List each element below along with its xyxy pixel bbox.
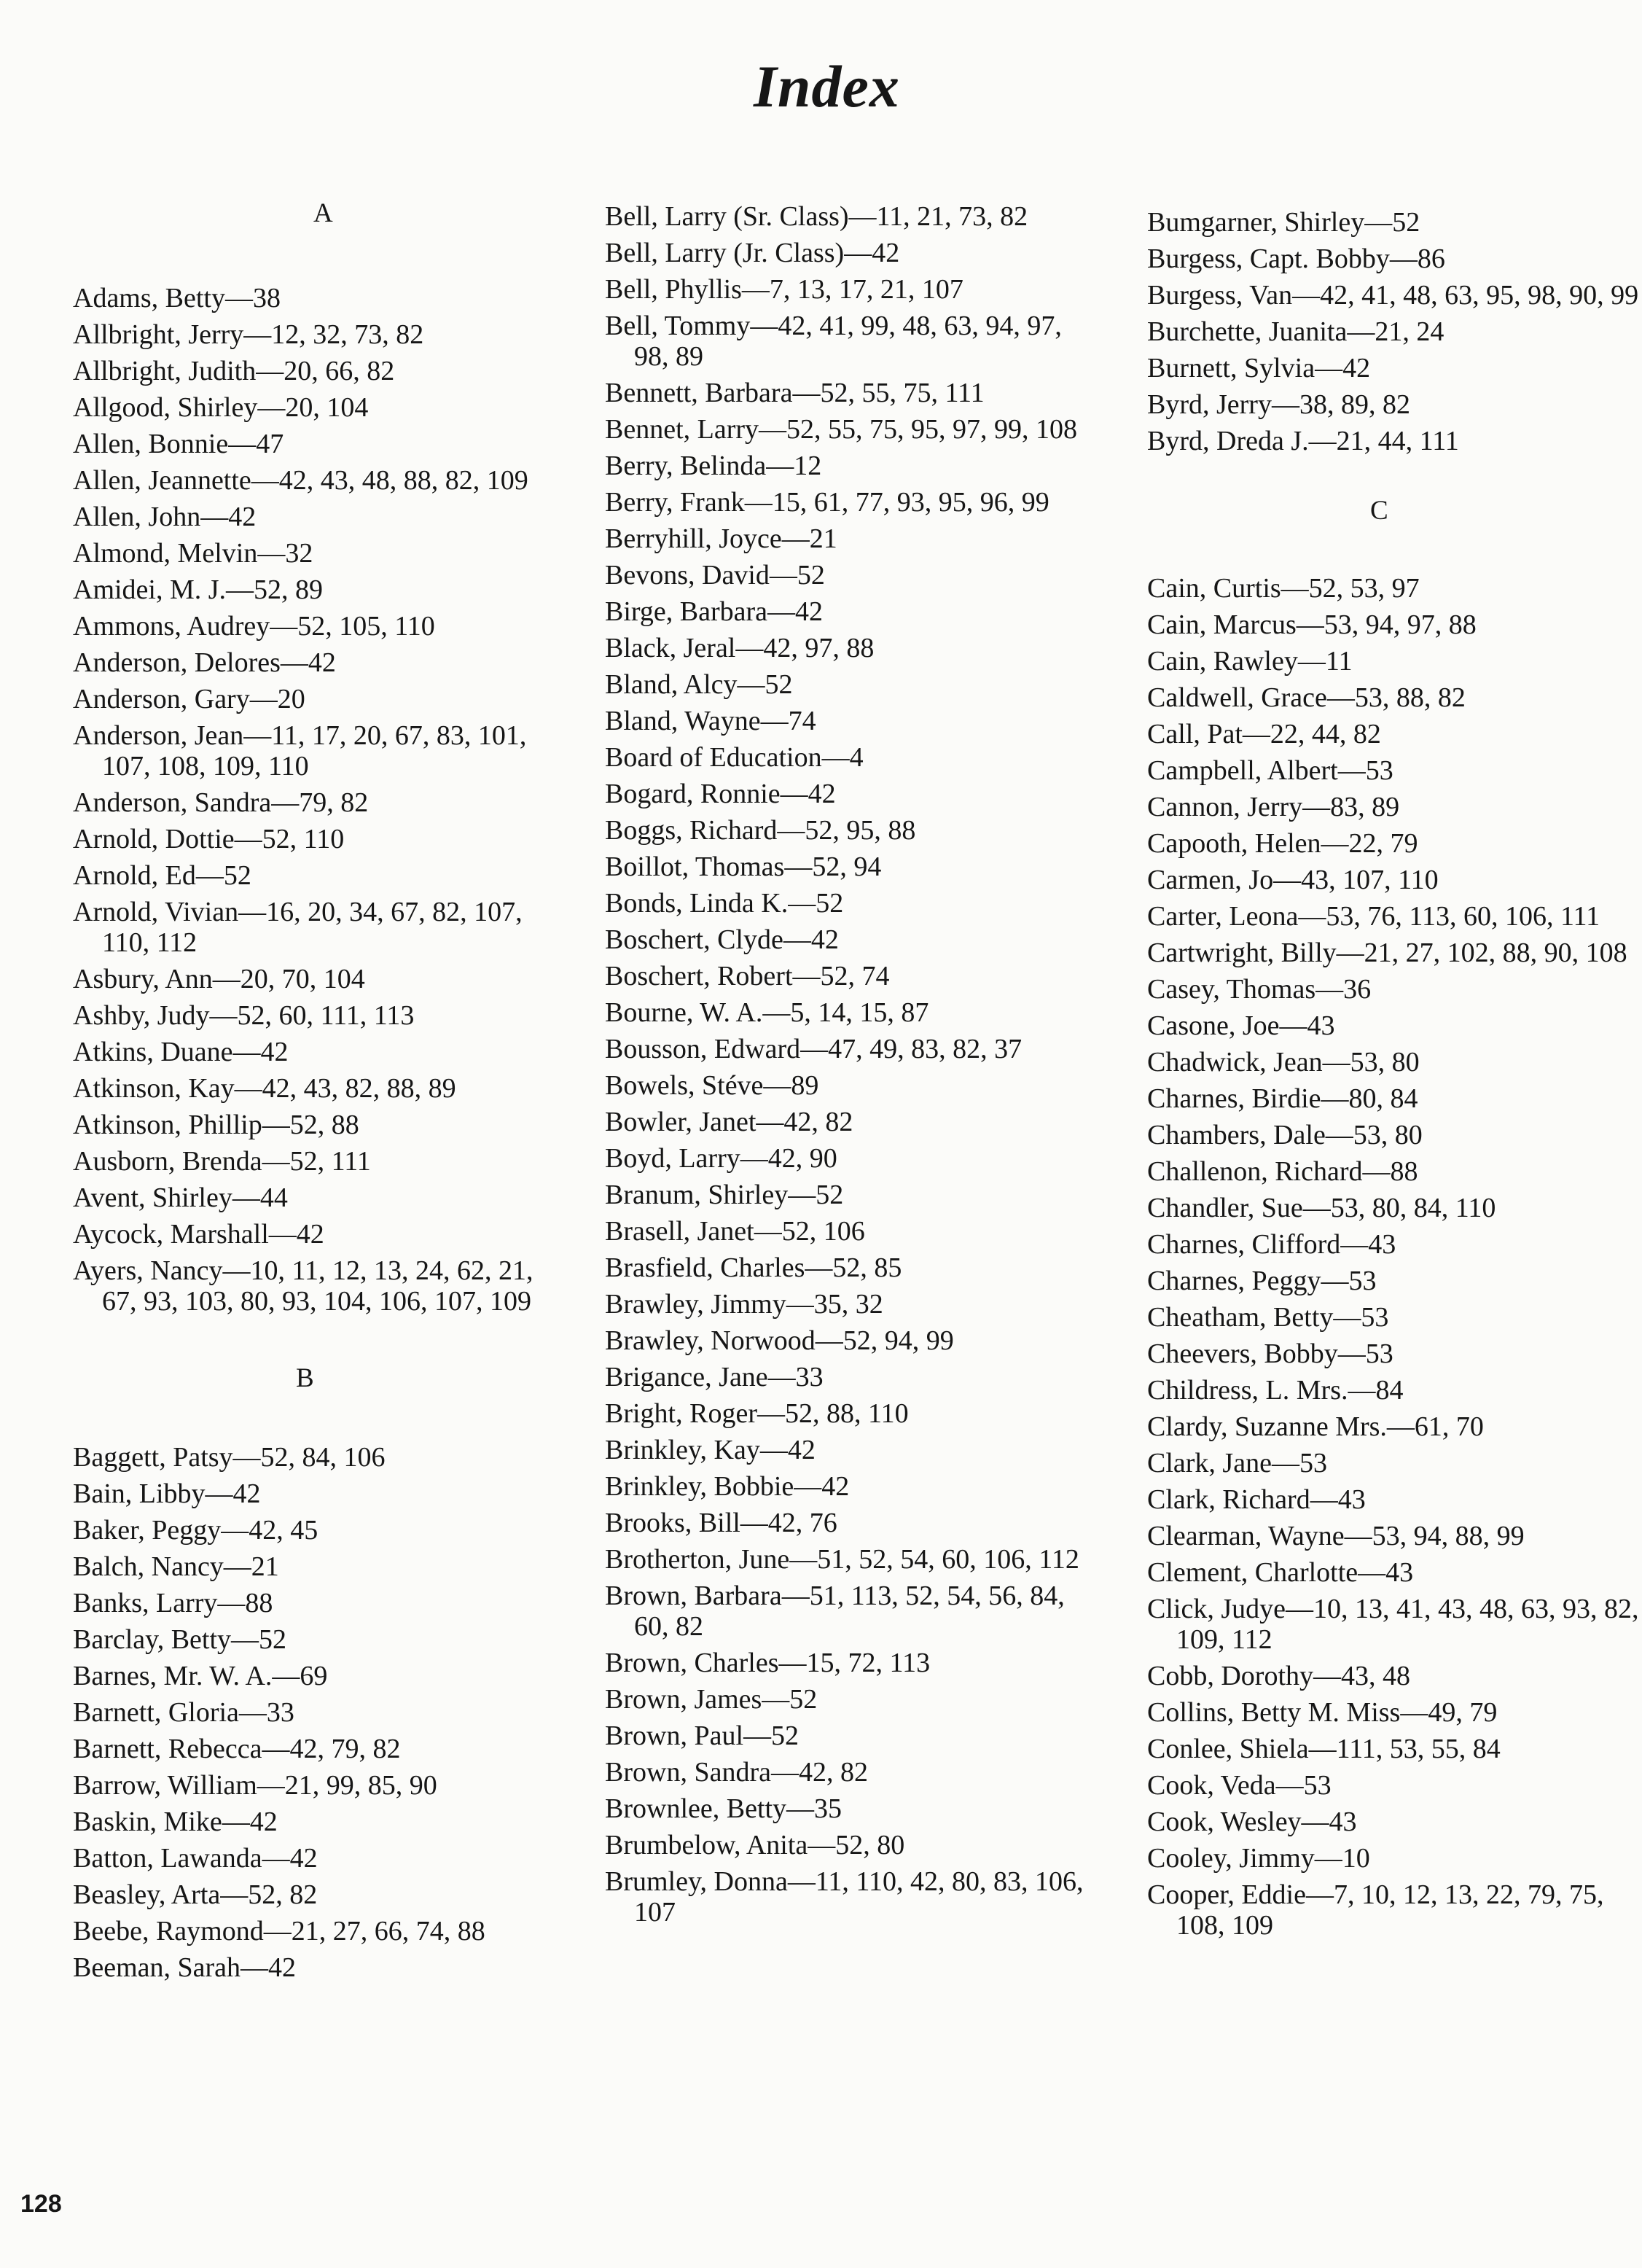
index-entry: Avent, Shirley—44 <box>73 1182 288 1213</box>
index-entry: Brumley, Donna—11, 110, 42, 80, 83, 106, 107 <box>605 1866 1084 1928</box>
index-entry: Ayers, Nancy—10, 11, 12, 13, 24, 62, 21, 67, 93, 103, 80, 93, 104, 106, 107, 109 <box>73 1255 533 1317</box>
index-entry: Carter, Leona—53, 76, 113, 60, 106, 111 <box>1147 901 1600 932</box>
index-entry: Burchette, Juanita—21, 24 <box>1147 316 1444 347</box>
index-entry: Byrd, Jerry—38, 89, 82 <box>1147 389 1410 420</box>
index-entry: Bourne, W. A.—5, 14, 15, 87 <box>605 997 929 1028</box>
index-entry: Baskin, Mike—42 <box>73 1807 278 1837</box>
index-entry: Adams, Betty—38 <box>73 283 281 313</box>
index-entry: Burnett, Sylvia—42 <box>1147 353 1371 383</box>
index-entry: Barnett, Rebecca—42, 79, 82 <box>73 1734 401 1764</box>
index-entry: Call, Pat—22, 44, 82 <box>1147 719 1381 749</box>
index-entry: Almond, Melvin—32 <box>73 538 313 569</box>
index-entry: Amidei, M. J.—52, 89 <box>73 574 324 605</box>
index-entry: Atkinson, Kay—42, 43, 82, 88, 89 <box>73 1073 456 1104</box>
index-entry: Bevons, David—52 <box>605 560 825 591</box>
index-entry: Bogard, Ronnie—42 <box>605 779 836 809</box>
index-entry: Allen, Jeannette—42, 43, 48, 88, 82, 109 <box>73 465 528 496</box>
index-entry: Bowels, Stéve—89 <box>605 1070 819 1101</box>
index-entry: Bennett, Barbara—52, 55, 75, 111 <box>605 378 985 408</box>
index-entry: Charnes, Peggy—53 <box>1147 1266 1377 1296</box>
index-entry: Baker, Peggy—42, 45 <box>73 1515 318 1546</box>
index-entry: Birge, Barbara—42 <box>605 596 823 627</box>
index-entry: Allen, John—42 <box>73 502 257 532</box>
page-title: Index <box>754 53 900 120</box>
index-entry: Clark, Richard—43 <box>1147 1484 1366 1515</box>
index-entry: Chambers, Dale—53, 80 <box>1147 1120 1423 1150</box>
index-entry: Atkins, Duane—42 <box>73 1037 289 1067</box>
index-entry: Allbright, Jerry—12, 32, 73, 82 <box>73 319 424 350</box>
index-entry: Burgess, Van—42, 41, 48, 63, 95, 98, 90, 99 <box>1147 280 1639 311</box>
index-entry: Beasley, Arta—52, 82 <box>73 1879 318 1910</box>
index-entry: Cannon, Jerry—83, 89 <box>1147 792 1400 822</box>
index-entry: Ashby, Judy—52, 60, 111, 113 <box>73 1000 415 1031</box>
index-entry: Bell, Larry (Sr. Class)—11, 21, 73, 82 <box>605 201 1028 232</box>
index-entry: Allbright, Judith—20, 66, 82 <box>73 356 395 386</box>
index-entry: Bennet, Larry—52, 55, 75, 95, 97, 99, 108 <box>605 414 1078 445</box>
index-entry: Campbell, Albert—53 <box>1147 755 1393 786</box>
index-entry: Cook, Wesley—43 <box>1147 1807 1357 1837</box>
index-entry: Anderson, Delores—42 <box>73 647 336 678</box>
index-entry: Casey, Thomas—36 <box>1147 974 1372 1005</box>
index-entry: Boggs, Richard—52, 95, 88 <box>605 815 916 846</box>
index-entry: Bonds, Linda K.—52 <box>605 888 844 919</box>
index-entry: Branum, Shirley—52 <box>605 1180 844 1210</box>
index-entry: Brown, Sandra—42, 82 <box>605 1757 868 1788</box>
index-entry: Bright, Roger—52, 88, 110 <box>605 1398 909 1429</box>
index-entry: Asbury, Ann—20, 70, 104 <box>73 964 365 994</box>
index-entry: Aycock, Marshall—42 <box>73 1219 324 1250</box>
index-entry: Casone, Joe—43 <box>1147 1010 1335 1041</box>
index-column-3 <box>1147 207 1642 1946</box>
index-entry: Cartwright, Billy—21, 27, 102, 88, 90, 108 <box>1147 938 1627 968</box>
index-entry: Boschert, Clyde—42 <box>605 924 839 955</box>
index-entry: Challenon, Richard—88 <box>1147 1156 1418 1187</box>
index-entry: Allgood, Shirley—20, 104 <box>73 392 369 423</box>
section-a-entries <box>73 283 568 1317</box>
index-entry: Cook, Veda—53 <box>1147 1770 1332 1801</box>
index-entry: Brown, Barbara—51, 113, 52, 54, 56, 84, 60, 82 <box>605 1581 1065 1642</box>
index-entry: Berry, Belinda—12 <box>605 451 822 481</box>
index-entry: Brown, Charles—15, 72, 113 <box>605 1648 931 1678</box>
section-b-continued-entries <box>605 201 1100 1928</box>
index-entry: Conlee, Shiela—111, 53, 55, 84 <box>1147 1734 1501 1764</box>
index-entry: Brinkley, Kay—42 <box>605 1435 816 1465</box>
index-entry: Brownlee, Betty—35 <box>605 1793 842 1824</box>
index-entry: Bell, Larry (Jr. Class)—42 <box>605 238 900 268</box>
index-entry: Byrd, Dreda J.—21, 44, 111 <box>1147 426 1459 456</box>
index-entry: Cheevers, Bobby—53 <box>1147 1338 1393 1369</box>
index-entry: Clark, Jane—53 <box>1147 1448 1327 1478</box>
index-entry: Berryhill, Joyce—21 <box>605 523 837 554</box>
index-entry: Ausborn, Brenda—52, 111 <box>73 1146 371 1177</box>
index-entry: Brooks, Bill—42, 76 <box>605 1508 837 1538</box>
index-entry: Brasfield, Charles—52, 85 <box>605 1252 902 1283</box>
index-entry: Burgess, Capt. Bobby—86 <box>1147 243 1445 274</box>
index-entry: Caldwell, Grace—53, 88, 82 <box>1147 682 1466 713</box>
index-entry: Bowler, Janet—42, 82 <box>605 1107 853 1137</box>
index-entry: Brinkley, Bobbie—42 <box>605 1471 850 1502</box>
index-entry: Anderson, Sandra—79, 82 <box>73 787 369 818</box>
index-entry: Cain, Curtis—52, 53, 97 <box>1147 573 1420 604</box>
index-entry: Bumgarner, Shirley—52 <box>1147 207 1420 238</box>
index-entry: Bell, Tommy—42, 41, 99, 48, 63, 94, 97, 98, 89 <box>605 311 1062 372</box>
page-number: 128 <box>20 2190 62 2218</box>
index-entry: Bland, Wayne—74 <box>605 706 816 736</box>
index-entry: Chandler, Sue—53, 80, 84, 110 <box>1147 1193 1496 1223</box>
index-entry: Board of Education—4 <box>605 742 864 773</box>
index-entry: Brumbelow, Anita—52, 80 <box>605 1830 905 1860</box>
section-letter-c: C <box>1370 496 1388 526</box>
index-entry: Capooth, Helen—22, 79 <box>1147 828 1418 859</box>
section-letter-a: A <box>313 198 333 228</box>
index-entry: Brawley, Jimmy—35, 32 <box>605 1289 883 1320</box>
index-entry: Brasell, Janet—52, 106 <box>605 1216 865 1247</box>
index-entry: Bain, Libby—42 <box>73 1478 261 1509</box>
index-entry: Black, Jeral—42, 97, 88 <box>605 633 875 663</box>
section-b-entries <box>73 1442 568 1983</box>
index-entry: Childress, L. Mrs.—84 <box>1147 1375 1404 1406</box>
index-entry: Clardy, Suzanne Mrs.—61, 70 <box>1147 1411 1484 1442</box>
section-letter-b: B <box>296 1363 314 1393</box>
section-b-end-entries <box>1147 207 1642 456</box>
index-entry: Cooley, Jimmy—10 <box>1147 1843 1370 1874</box>
section-c-entries <box>1147 573 1642 1941</box>
index-entry: Cain, Marcus—53, 94, 97, 88 <box>1147 609 1477 640</box>
index-entry: Beeman, Sarah—42 <box>73 1952 297 1983</box>
index-entry: Brigance, Jane—33 <box>605 1362 824 1392</box>
index-entry: Carmen, Jo—43, 107, 110 <box>1147 865 1439 895</box>
index-entry: Click, Judye—10, 13, 41, 43, 48, 63, 93, 82, 109, 112 <box>1147 1594 1639 1655</box>
index-entry: Ammons, Audrey—52, 105, 110 <box>73 611 435 642</box>
index-entry: Barrow, William—21, 99, 85, 90 <box>73 1770 437 1801</box>
index-entry: Brown, James—52 <box>605 1684 818 1715</box>
index-entry: Bland, Alcy—52 <box>605 669 793 700</box>
index-column-2 <box>605 201 1100 1933</box>
index-entry: Brawley, Norwood—52, 94, 99 <box>605 1325 954 1356</box>
index-entry: Collins, Betty M. Miss—49, 79 <box>1147 1697 1498 1728</box>
index-entry: Boillot, Thomas—52, 94 <box>605 852 882 882</box>
index-entry: Boyd, Larry—42, 90 <box>605 1143 837 1174</box>
index-entry: Boschert, Robert—52, 74 <box>605 961 890 991</box>
index-entry: Arnold, Vivian—16, 20, 34, 67, 82, 107, 110, 112 <box>73 897 523 958</box>
index-entry: Anderson, Gary—20 <box>73 684 305 714</box>
index-entry: Batton, Lawanda—42 <box>73 1843 318 1874</box>
index-entry: Cain, Rawley—11 <box>1147 646 1353 677</box>
index-entry: Beebe, Raymond—21, 27, 66, 74, 88 <box>73 1916 485 1946</box>
index-column-1 <box>73 195 568 1989</box>
index-entry: Bell, Phyllis—7, 13, 17, 21, 107 <box>605 274 963 305</box>
index-entry: Balch, Nancy—21 <box>73 1551 279 1582</box>
index-entry: Arnold, Ed—52 <box>73 860 251 891</box>
index-entry: Cooper, Eddie—7, 10, 12, 13, 22, 79, 75, 108, 109 <box>1147 1879 1604 1941</box>
index-entry: Cheatham, Betty—53 <box>1147 1302 1389 1333</box>
index-entry: Berry, Frank—15, 61, 77, 93, 95, 96, 99 <box>605 487 1049 518</box>
index-entry: Charnes, Birdie—80, 84 <box>1147 1083 1418 1114</box>
index-entry: Barnes, Mr. W. A.—69 <box>73 1661 328 1691</box>
index-entry: Clearman, Wayne—53, 94, 88, 99 <box>1147 1521 1525 1551</box>
index-entry: Anderson, Jean—11, 17, 20, 67, 83, 101, 107, 108, 109, 110 <box>73 720 527 782</box>
index-entry: Charnes, Clifford—43 <box>1147 1229 1396 1260</box>
index-entry: Clement, Charlotte—43 <box>1147 1557 1414 1588</box>
index-entry: Allen, Bonnie—47 <box>73 429 284 459</box>
index-entry: Brown, Paul—52 <box>605 1721 799 1751</box>
index-entry: Atkinson, Phillip—52, 88 <box>73 1110 359 1140</box>
index-entry: Bousson, Edward—47, 49, 83, 82, 37 <box>605 1034 1023 1064</box>
index-entry: Banks, Larry—88 <box>73 1588 273 1618</box>
index-entry: Barclay, Betty—52 <box>73 1624 287 1655</box>
index-entry: Cobb, Dorothy—43, 48 <box>1147 1661 1410 1691</box>
index-entry: Chadwick, Jean—53, 80 <box>1147 1047 1420 1078</box>
index-entry: Barnett, Gloria—33 <box>73 1697 294 1728</box>
index-entry: Arnold, Dottie—52, 110 <box>73 824 345 854</box>
index-entry: Baggett, Patsy—52, 84, 106 <box>73 1442 386 1473</box>
index-entry: Brotherton, June—51, 52, 54, 60, 106, 112 <box>605 1544 1079 1575</box>
